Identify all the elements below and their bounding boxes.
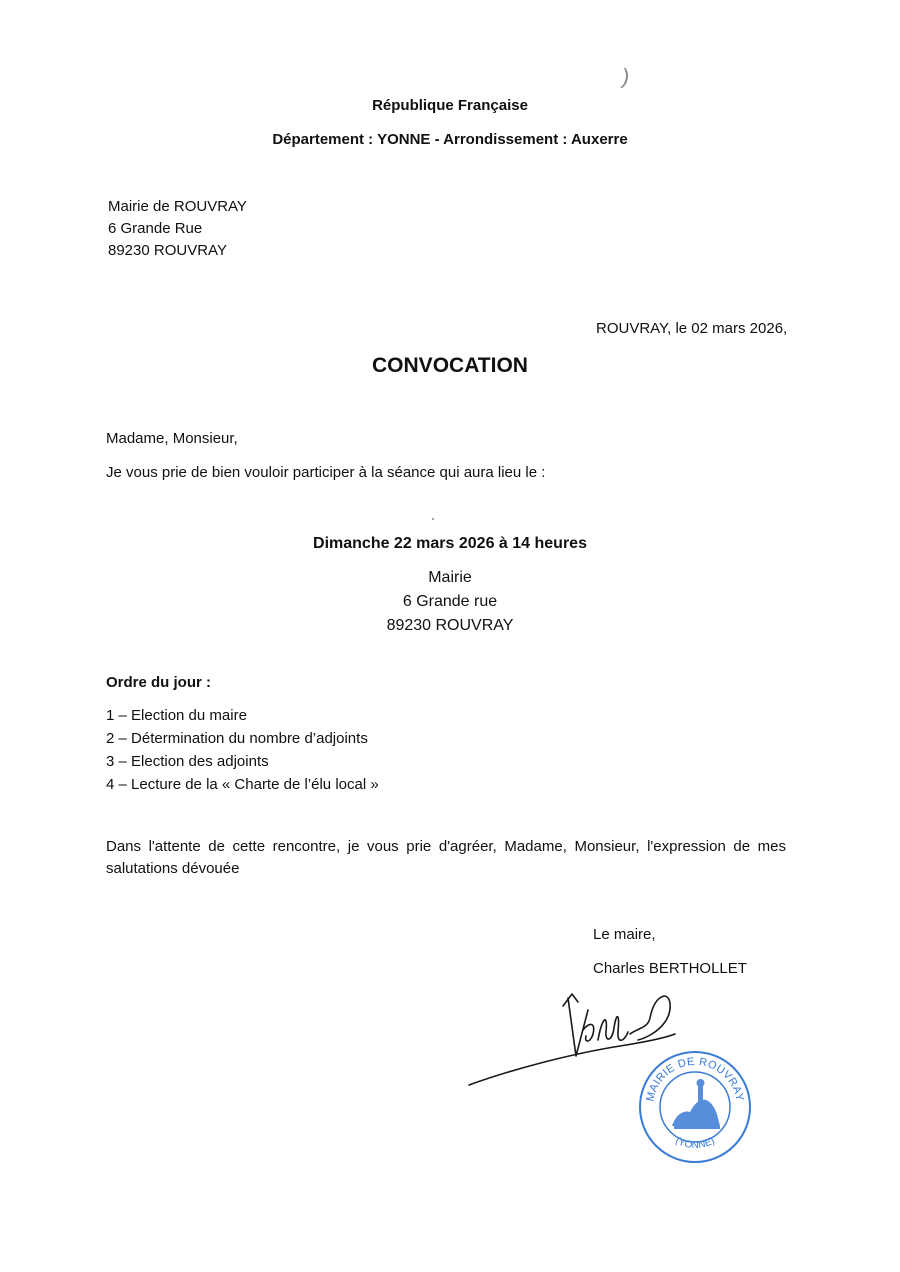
signatory-name: Charles BERTHOLLET (593, 960, 747, 977)
agenda-item: 1 – Election du maire (106, 707, 247, 724)
closing-paragraph: Dans l'attente de cette rencontre, je vous prie d'agréer, Madame, Monsieur, l'expression de mes salutations dévouée (106, 838, 786, 877)
town-hall-stamp (636, 1048, 754, 1166)
stamp-top-text: MAIRIE DE ROUVRAY (644, 1055, 746, 1103)
header-republic: République Française (372, 97, 528, 114)
agenda-item: 3 – Election des adjoints (106, 753, 269, 770)
meeting-datetime: Dimanche 22 mars 2026 à 14 heures (313, 535, 587, 552)
intro-text: Je vous prie de bien vouloir participer à la séance qui aura lieu le : (106, 464, 546, 481)
meeting-street: 6 Grande rue (402, 593, 498, 610)
signatory-role: Le maire, (593, 926, 656, 943)
meeting-city: 89230 ROUVRAY (386, 617, 514, 634)
stray-dot (432, 518, 434, 520)
stamp-bottom-text: (YONNE) (673, 1135, 717, 1152)
svg-text:MAIRIE DE ROUVRAY (644, 1056, 745, 1103)
meeting-place: Mairie (428, 569, 472, 586)
agenda-heading: Ordre du jour : (106, 674, 211, 691)
svg-text:(YONNE) (673, 1135, 716, 1151)
margin-mark: ) (619, 63, 632, 90)
agenda-item: 2 – Détermination du nombre d’adjoints (106, 730, 368, 747)
document-title: CONVOCATION (372, 354, 528, 377)
date-line: ROUVRAY, le 02 mars 2026, (596, 320, 788, 337)
header-department: Département : YONNE - Arrondissement : Auxerre (272, 131, 628, 148)
salutation: Madame, Monsieur, (106, 430, 238, 447)
sender-name: Mairie de ROUVRAY (108, 198, 247, 215)
sender-city: 89230 ROUVRAY (108, 242, 227, 259)
sender-street: 6 Grande Rue (108, 220, 203, 237)
agenda-item: 4 – Lecture de la « Charte de l’élu local » (106, 776, 379, 793)
stamp-emblem-icon (672, 1079, 720, 1129)
